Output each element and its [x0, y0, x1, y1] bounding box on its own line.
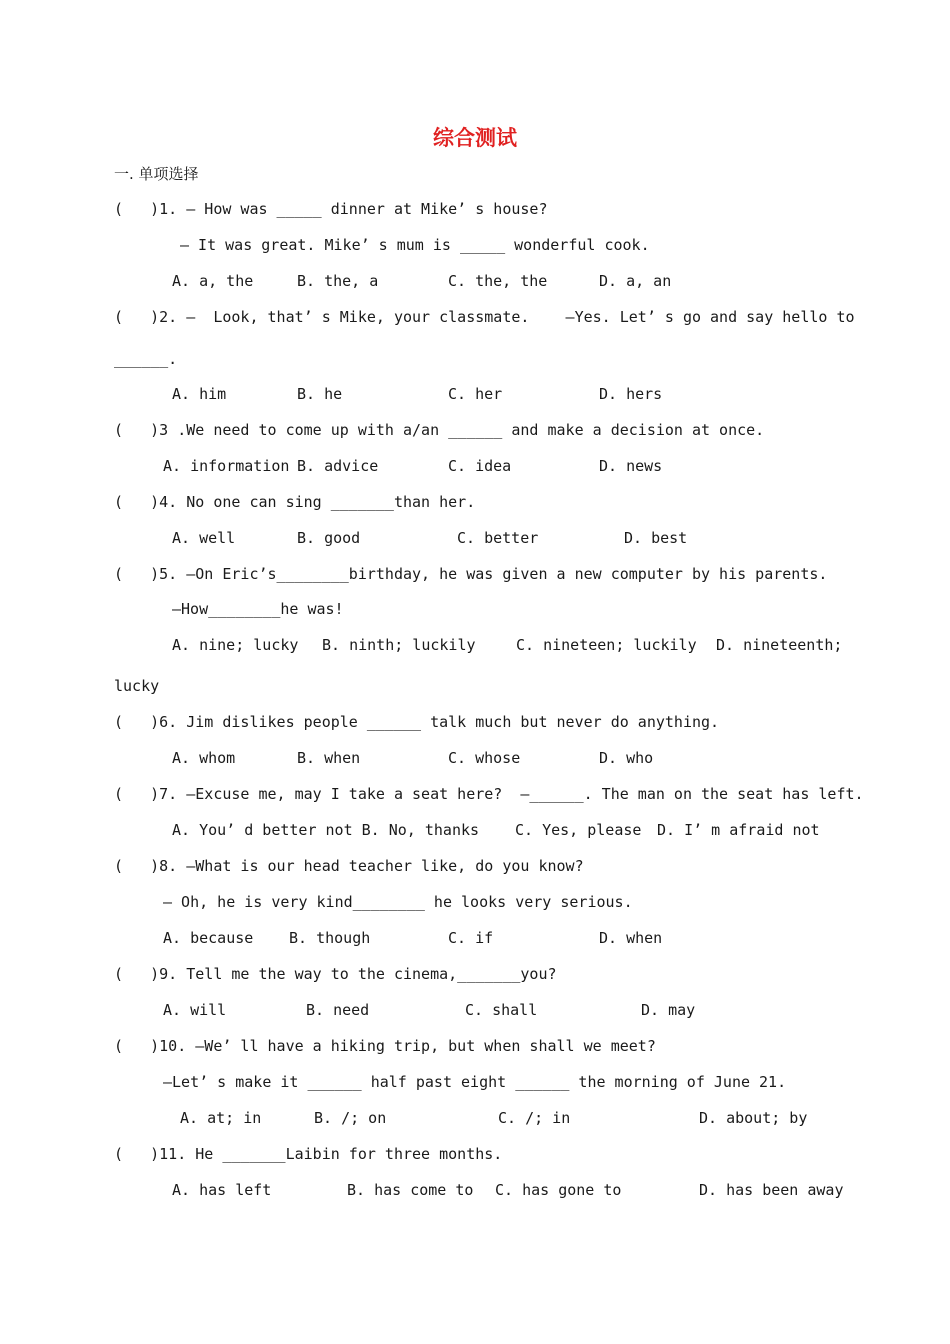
question-1-option-c: C. the, the: [448, 272, 548, 290]
question-11-option-c: C. has gone to: [495, 1181, 622, 1199]
question-11-option-d: D. has been away: [699, 1181, 844, 1199]
question-6-option-b: B. when: [297, 749, 361, 767]
question-7-stem: ( )7. —Excuse me, may I take a seat here? —______. The man on the seat has left.: [114, 785, 864, 803]
question-9-option-c: C. shall: [465, 1001, 538, 1019]
question-8-option-b: B. though: [289, 929, 371, 947]
question-1-option-a: A. a, the: [172, 272, 254, 290]
question-3-option-a: A. information: [163, 457, 290, 475]
question-2-option-c: C. her: [448, 385, 503, 403]
question-10-option-b: B. /; on: [314, 1109, 387, 1127]
question-5-option-a: A. nine; lucky: [172, 636, 299, 654]
question-11-stem: ( )11. He _______Laibin for three months.: [114, 1145, 503, 1163]
question-4-option-a: A. well: [172, 529, 236, 547]
question-5-option-c: C. nineteen; luckily: [516, 636, 697, 654]
question-1-option-b: B. the, a: [297, 272, 379, 290]
question-8-reply: — Oh, he is very kind________ he looks very serious.: [163, 893, 633, 911]
question-2-option-a: A. him: [172, 385, 227, 403]
question-6-stem: ( )6. Jim dislikes people ______ talk much but never do anything.: [114, 713, 720, 731]
question-10-option-d: D. about; by: [699, 1109, 808, 1127]
question-9-option-a: A. will: [163, 1001, 227, 1019]
question-8-option-c: C. if: [448, 929, 494, 947]
question-8-option-d: D. when: [599, 929, 663, 947]
question-11-option-b: B. has come to: [347, 1181, 474, 1199]
question-3-option-b: B. advice: [297, 457, 379, 475]
question-3-option-c: C. idea: [448, 457, 512, 475]
question-10-option-c: C. /; in: [498, 1109, 571, 1127]
question-2-option-b: B. he: [297, 385, 343, 403]
question-8-option-a: A. because: [163, 929, 254, 947]
question-4-option-d: D. best: [624, 529, 688, 547]
question-5-stem: ( )5. —On Eric’s________birthday, he was given a new computer by his parents.: [114, 565, 828, 583]
question-5-reply: —How________he was!: [172, 600, 344, 618]
question-9-stem: ( )9. Tell me the way to the cinema,_______you?: [114, 965, 557, 983]
question-2-stem: ( )2. — Look, that’ s Mike, your classmate. —Yes. Let’ s go and say hello to: [114, 308, 855, 326]
question-10-option-a: A. at; in: [180, 1109, 262, 1127]
question-7-option-c: C. Yes, please: [515, 821, 642, 839]
question-4-stem: ( )4. No one can sing _______than her.: [114, 493, 476, 511]
question-10-reply: —Let’ s make it ______ half past eight ______ the morning of June 21.: [163, 1073, 787, 1091]
question-7-option-d: D. I’ m afraid not: [657, 821, 820, 839]
question-5-option-b: B. ninth; luckily: [322, 636, 476, 654]
question-6-option-c: C. whose: [448, 749, 521, 767]
question-8-stem: ( )8. —What is our head teacher like, do you know?: [114, 857, 584, 875]
question-9-option-b: B. need: [306, 1001, 370, 1019]
question-6-option-d: D. who: [599, 749, 654, 767]
question-11-option-a: A. has left: [172, 1181, 272, 1199]
section-heading: 一. 单项选择: [114, 165, 199, 183]
question-2-continuation: ______.: [114, 350, 178, 368]
question-3-stem: ( )3 .We need to come up with a/an ______ and make a decision at once.: [114, 421, 765, 439]
question-1-reply: — It was great. Mike’ s mum is _____ wonderful cook.: [180, 236, 650, 254]
question-4-option-c: C. better: [457, 529, 539, 547]
question-1-option-d: D. a, an: [599, 272, 672, 290]
question-1-stem: ( )1. — How was _____ dinner at Mike’ s house?: [114, 200, 548, 218]
question-6-option-a: A. whom: [172, 749, 236, 767]
question-9-option-d: D. may: [641, 1001, 696, 1019]
question-2-option-d: D. hers: [599, 385, 663, 403]
question-5-continuation: lucky: [114, 677, 160, 695]
question-7-option-ab: A. You’ d better not B. No, thanks: [172, 821, 480, 839]
question-10-stem: ( )10. —We’ ll have a hiking trip, but when shall we meet?: [114, 1037, 656, 1055]
question-3-option-d: D. news: [599, 457, 663, 475]
question-5-option-d: D. nineteenth;: [716, 636, 843, 654]
question-4-option-b: B. good: [297, 529, 361, 547]
page-title: 综合测试: [433, 126, 517, 150]
